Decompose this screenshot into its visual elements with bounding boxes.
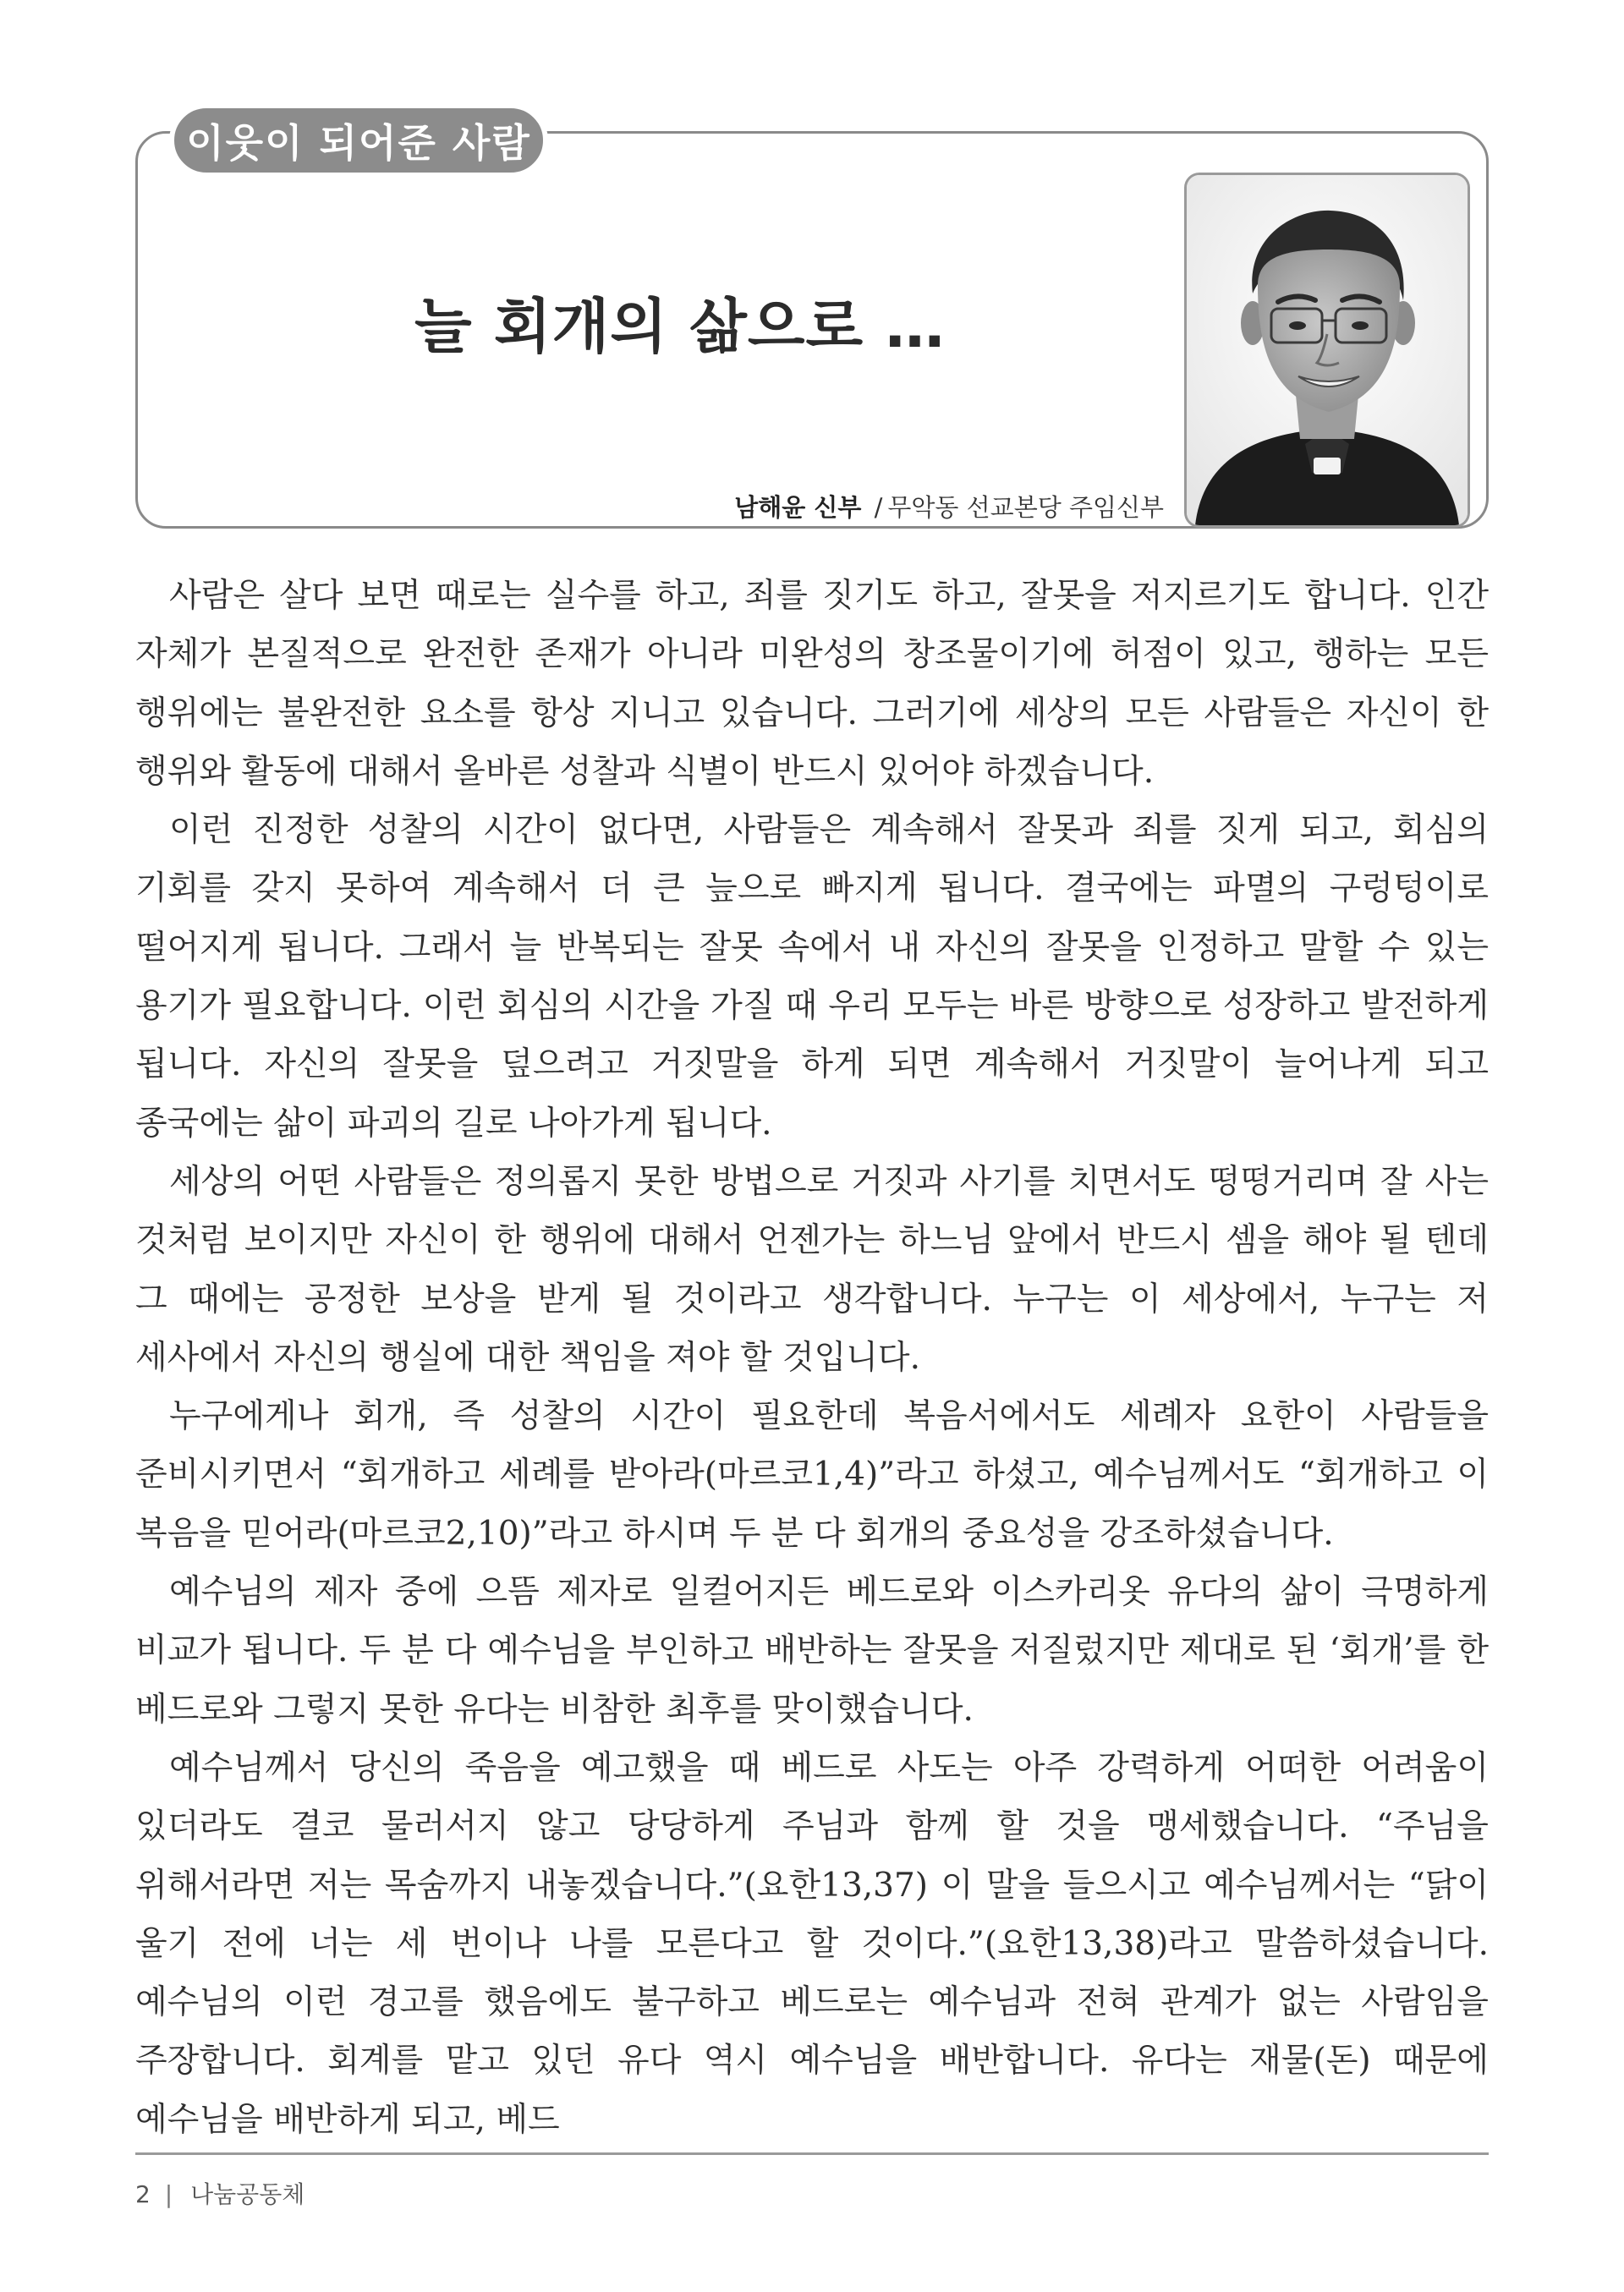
footer-separator: | [164,2180,173,2208]
footer-divider [135,2152,1489,2155]
page-footer [135,2176,304,2210]
author-name: 남해윤 신부 [734,493,862,522]
paragraph-1: 사람은 살다 보면 때로는 실수를 하고, 죄를 짓기도 하고, 잘못을 저지르기도 합니다. 인간 자체가 본질적으로 완전한 존재가 아니라 미완성의 창조물이기에 허점이 있고, 행하는 모든 행위에는 불완전한 요소를 항상 지니고 있습니다. 그러기에 세상의 모든 사람들은 자신이 한 행위와 활동에 대해서 올바른 성찰과 식별이 반드시 있어야 하겠습니다. [135,577,1489,791]
portrait-icon [1187,175,1468,525]
paragraph-6: 예수님께서 당신의 죽음을 예고했을 때 베드로 사도는 아주 강력하게 어떠한 어려움이 있더라도 결코 물러서지 않고 당당하게 주님과 함께 할 것을 맹세했습니다. “주님을 위해서라면 저는 목숨까지 내놓겠습니다.”(요한13,37) 이 말을 들으시고 예수님께서는 “닭이 울기 전에 너는 세 번이나 나를 모른다고 할 것이다.”(요한13,38)라고 말씀하셨습니다. 예수님의 이런 경고를 했음에도 불구하고 베드로는 예수님과 전혀 관계가 없는 사람임을 주장합니다. 회계를 맡고 있던 유다 역시 예수님을 배반합니다. 유다는 재물(돈) 때문에 예수님을 배반하게 되고, 베드 [135,1748,1489,2139]
paragraph-4: 누구에게나 회개, 즉 성찰의 시간이 필요한데 복음서에서도 세례자 요한이 사람들을 준비시키면서 “회개하고 세례를 받아라(마르코1,4)”라고 하셨고, 예수님께서도 “회개하고 이 복음을 믿어라(마르코2,10)”라고 하시며 두 분 다 회개의 중요성을 강조하셨습니다. [135,1397,1489,1553]
section-tab-label: 이웃이 되어준 사람 [186,120,531,166]
article-title: 늘 회개의 삶으로 … [414,292,946,361]
article-body [135,567,1489,2149]
author-role: 무악동 선교본당 주임신부 [887,493,1164,522]
section-tab [169,103,548,178]
byline-separator: / [874,493,883,522]
byline [734,489,1164,524]
publication-name: 나눔공동체 [190,2180,305,2208]
paragraph-5: 예수님의 제자 중에 으뜸 제자로 일컬어지든 베드로와 이스카리옷 유다의 삶이 극명하게 비교가 됩니다. 두 분 다 예수님을 부인하고 배반하는 잘못을 저질렀지만 제대로 된 ‘회개’를 한 베드로와 그렇지 못한 유다는 비참한 최후를 맞이했습니다. [135,1573,1489,1729]
portrait-photo [1184,173,1470,528]
paragraph-2: 이런 진정한 성찰의 시간이 없다면, 사람들은 계속해서 잘못과 죄를 짓게 되고, 회심의 기회를 갖지 못하여 계속해서 더 큰 늪으로 빠지게 됩니다. 결국에는 파멸의 구렁텅이로 떨어지게 됩니다. 그래서 늘 반복되는 잘못 속에서 내 자신의 잘못을 인정하고 말할 수 있는 용기가 필요합니다. 이런 회심의 시간을 가질 때 우리 모두는 바른 방향으로 성장하고 발전하게 됩니다. 자신의 잘못을 덮으려고 거짓말을 하게 되면 계속해서 거짓말이 늘어나게 되고 종국에는 삶이 파괴의 길로 나아가게 됩니다. [135,811,1489,1143]
paragraph-3: 세상의 어떤 사람들은 정의롭지 못한 방법으로 거짓과 사기를 치면서도 떵떵거리며 잘 사는 것처럼 보이지만 자신이 한 행위에 대해서 언젠가는 하느님 앞에서 반드시 셈을 해야 될 텐데 그 때에는 공정한 보상을 받게 될 것이라고 생각합니다. 누구는 이 세상에서, 누구는 저 세사에서 자신의 행실에 대한 책임을 져야 할 것입니다. [135,1162,1489,1377]
page-number: 2 [135,2180,151,2208]
